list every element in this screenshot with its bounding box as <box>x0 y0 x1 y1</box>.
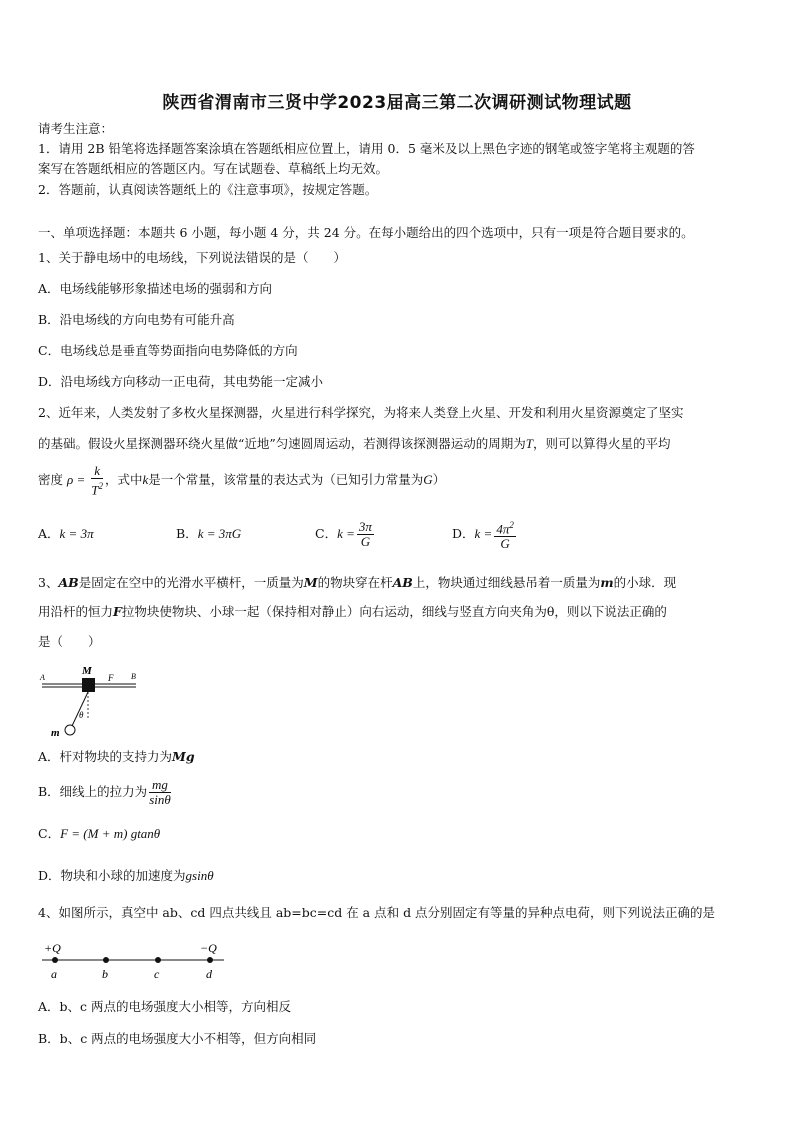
option-expr: gsinθ <box>185 868 214 883</box>
q3-option-b <box>38 774 758 810</box>
q2-text: 的基础。假设火星探测器环绕火星做“近地”匀速圆周运动，若测得该探测器运动的周期为 <box>38 436 526 451</box>
q3-option-a <box>38 749 758 765</box>
point-a <box>52 957 58 963</box>
label-b: b <box>102 967 108 981</box>
gravity-constant-symbol: G <box>423 472 433 487</box>
q3-text: 拉物块使物块、小球一起（保持相对静止）向右运动，细线与竖直方向夹角为θ，则以下说法正确的 <box>121 604 667 619</box>
density-formula <box>91 464 103 497</box>
q3-option-c <box>38 826 758 842</box>
q2-stem-line2 <box>38 436 758 452</box>
density-symbol: ρ = <box>67 472 86 487</box>
ball-mass-symbol: m <box>600 575 614 590</box>
label-plus-q: +Q <box>44 941 61 955</box>
q4-figure-charges-line <box>38 935 238 985</box>
q3-stem-line1 <box>38 575 758 591</box>
formula-numerator: 3π <box>358 519 372 534</box>
q3-text: 是固定在空中的光滑水平横杆，一质量为 <box>78 575 304 590</box>
point-c <box>155 957 161 963</box>
q2-option-d <box>452 514 518 554</box>
block-m <box>82 678 95 692</box>
q2-option-c <box>315 514 376 554</box>
period-symbol: T <box>525 436 534 451</box>
option-expr: k = <box>474 526 493 541</box>
label-d: d <box>206 967 212 981</box>
option-fraction <box>357 520 374 549</box>
label-a: A <box>40 673 45 682</box>
formula-denominator: G <box>500 536 510 552</box>
period-symbol: T <box>91 482 99 498</box>
page-title: 陕西省渭南市三贤中学2023届高三第二次调研测试物理试题 <box>162 93 632 113</box>
ball-m <box>65 725 75 735</box>
option-label: B． <box>176 526 198 541</box>
numerator-text: 4π <box>496 521 510 537</box>
exponent: 2 <box>509 519 514 530</box>
q2-options <box>38 514 758 554</box>
q3-text: 的小球．现 <box>613 575 677 590</box>
constant-symbol: k <box>142 472 149 487</box>
label-a: a <box>51 967 57 981</box>
point-d <box>207 957 213 963</box>
option-label: A． <box>38 526 60 541</box>
notice-item-2: 2．答题前，认真阅读答题纸上的《注意事项》，按规定答题。 <box>38 182 378 197</box>
q4-option-a: A．b、c 两点的电场强度大小相等，方向相反 <box>38 999 292 1014</box>
formula-numerator: k <box>91 464 103 479</box>
label-c: c <box>154 967 160 981</box>
option-text: A．杆对物块的支持力为 <box>38 749 173 764</box>
string-line <box>72 692 88 726</box>
formula-numerator: mg <box>149 778 171 793</box>
label-b: B <box>131 672 136 681</box>
option-expr: Mg <box>172 749 195 764</box>
q2-stem-line3 <box>38 462 758 498</box>
q1-option-d: D．沿电场线方向移动一正电荷，其电势能一定减小 <box>38 374 324 389</box>
label-ball-m: m <box>51 727 60 739</box>
point-b <box>103 957 109 963</box>
option-label: C． <box>315 526 338 541</box>
option-expr: k = 3π <box>59 526 94 541</box>
label-theta: θ <box>79 710 84 720</box>
rod-symbol: AB <box>58 575 79 590</box>
q2-text: ，式中 <box>104 472 143 487</box>
option-expr: F = (M + m) gtanθ <box>60 826 161 841</box>
notice-heading: 请考生注意： <box>38 121 114 136</box>
formula-denominator: sinθ <box>149 792 171 807</box>
q3-text: 用沿杆的恒力 <box>38 604 114 619</box>
q3-text: 的物块穿在杆 <box>317 575 393 590</box>
force-symbol: F <box>113 604 122 619</box>
q1-option-b: B．沿电场线的方向电势有可能升高 <box>38 312 235 327</box>
q1-stem: 1、关于静电场中的电场线，下列说法错误的是（ ） <box>38 250 346 265</box>
q3-stem-line2 <box>38 604 758 620</box>
exponent: 2 <box>98 480 103 491</box>
notice-item-1: 1．请用 2B 铅笔将选择题答案涂填在答题纸相应位置上，请用 0．5 毫米及以上黑色字迹的钢笔或签字笔将主观题的答 <box>38 141 695 156</box>
option-fraction <box>149 778 171 807</box>
q3-option-d <box>38 868 758 884</box>
block-mass-symbol: M <box>303 575 318 590</box>
q3-text: 3、 <box>38 575 59 590</box>
label-minus-q: −Q <box>200 941 217 955</box>
notice-item-1-cont: 案写在答题纸相应的答题区内。写在试题卷、草稿纸上均无效。 <box>38 161 389 176</box>
q2-text: ，则可以算得火星的平均 <box>533 436 671 451</box>
q4-stem: 4、如图所示，真空中 ab、cd 四点共线且 ab=bc=cd 在 a 点和 d 点分别固定有等量的异种点电荷，则下列说法正确的是 <box>38 905 716 920</box>
q1-option-c: C．电场线总是垂直等势面指向电势降低的方向 <box>38 343 298 358</box>
q2-option-b <box>176 514 241 554</box>
q3-text: 上，物块通过细线悬吊着一质量为 <box>412 575 601 590</box>
q2-stem-line1: 2、近年来，人类发射了多枚火星探测器，火星进行科学探究，为将来人类登上火星、开发和利用火星资源奠定了坚实 <box>38 405 684 420</box>
option-fraction <box>494 518 516 551</box>
option-label: C． <box>38 826 61 841</box>
q3-stem-line3: 是（ ） <box>38 634 101 649</box>
formula-numerator <box>494 518 516 537</box>
option-text: B．细线上的拉力为 <box>38 784 148 799</box>
option-text: D．物块和小球的加速度为 <box>38 868 186 883</box>
q1-option-a: A．电场线能够形象描述电场的强弱和方向 <box>38 281 273 296</box>
option-expr: k = 3πG <box>197 526 242 541</box>
q2-text: ） <box>432 472 446 487</box>
q2-option-a <box>38 514 94 554</box>
formula-denominator: G <box>360 534 371 549</box>
q4-option-b: B．b、c 两点的电场强度大小不相等，但方向相同 <box>38 1031 317 1046</box>
q2-text: 是一个常量，该常量的表达式为（已知引力常量为 <box>148 472 424 487</box>
q2-text: 密度 <box>38 472 64 487</box>
label-force-f: F <box>108 673 114 683</box>
option-label: D． <box>452 526 475 541</box>
rod-symbol: AB <box>392 575 413 590</box>
option-expr: k = <box>337 526 355 541</box>
q3-figure-rod-block-ball <box>38 660 148 740</box>
label-block-m: M <box>82 665 92 677</box>
section-heading: 一、单项选择题：本题共 6 小题，每小题 4 分，共 24 分。在每小题给出的四个选项中，只有一项是符合题目要求的。 <box>38 225 694 240</box>
formula-denominator <box>91 479 103 497</box>
